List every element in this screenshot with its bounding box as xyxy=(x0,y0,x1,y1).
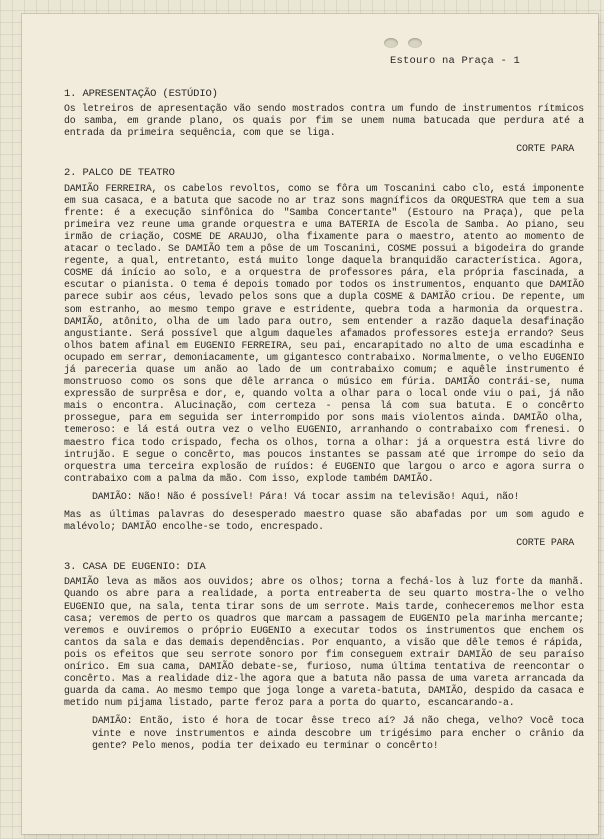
script-body xyxy=(64,88,584,764)
section-casa-de-eugenio xyxy=(64,561,584,751)
section-paragraph: Os letreiros de apresentação vão sendo mostrados contra um fundo de instrumentos rítmicos do samba, em grande plano, os quais por fim se unem numa batucada que perdura até a entrada da primeira sequência, com que se liga. xyxy=(64,103,584,139)
cut-direction: CORTE PARA xyxy=(516,537,574,549)
dialog-line: DAMIÃO: Então, isto é hora de tocar êsse treco aí? Já não chega, velho? Você toca vinte e nove instrumentos e ainda descobre um trigésimo para encher o crânio da gente? Pelo menos, podia ter deixado eu terminar o concêrto! xyxy=(92,715,584,751)
dialog-line: DAMIÃO: Não! Não é possível! Pára! Vá tocar assim na televisão! Aqui, não! xyxy=(92,490,520,502)
page-header: Estouro na Praça - 1 xyxy=(390,55,521,67)
section-title: 2. PALCO DE TEATRO xyxy=(64,167,175,180)
section-paragraph: Mas as últimas palavras do desesperado maestro quase são abafadas por um som agudo e malévolo; DAMIÃO encolhe-se todo, encrespado. xyxy=(64,509,584,533)
section-title: 3. CASA DE EUGENIO: DIA xyxy=(64,561,206,574)
punch-hole-icon xyxy=(384,38,398,48)
cut-direction: CORTE PARA xyxy=(516,143,574,155)
section-paragraph: DAMIÃO FERREIRA, os cabelos revoltos, como se fôra um Toscanini cabo clo, está imponente em sua casaca, e a batuta que sacode no ar traz sons magníficos da ORQUESTRA que tem a sua frente: é a execução sinfônica do "Samba Concertante" (Estouro na Praça), que pela primeira vez reune uma grande orquestra e uma BATERIA de Escola de Samba. Ao piano, seu irmão de criação, COSME DE ARAUJO, olha fixamente para o maestro, atento ao momento de atacar o teclado. Se DAMIÃO tem a pôse de um Toscanini, COSME possui a bigodeira do grande regente, a qual, entretanto, está muito longe daquela branquidão característica. Agora, COSME dá início ao solo, e a orquestra de professores pára, ela própria fascinada, a escutar o pianista. O tema é depois tomado por todos os instrumentos, enquanto que DAMIÃO parece subir aos céus, levado pelos sons que a dupla COSME & DAMIÃO criou. De repente, um som estranho, ao mesmo tempo grave e estridente, quebra toda a harmonia da orquestra. DAMIÃO, atônito, olha de um lado para outro, sem entender a razão daquela desafinação angustiante. Será possível que algum daqueles afamados professores esteja errando? Seus olhos batem afinal em EUGENIO FERREIRA, seu pai, encarapitado no alto de uma escadinha e ocupado em serrar, demoniacamente, um gigantesco contrabaixo. Normalmente, o velho EUGENIO já pareceria quase um anão ao lado de um contrabaixo comum; e aquêle instrumento é monstruoso como os sons que dêle arranca o músico em fúria. DAMIÃO contrái-se, numa expressão de surprêsa e dor, e, quando volta a olhar para o local onde viu o pai, já não mais o encontra. Alucinação, com certeza - pensa lá com sua batuta. E o concêrto prossegue, para em seguida ser interrompido por sons mais violentos ainda. DAMIÃO olha, temeroso: e lá está outra vez o velho EUGENIO, arranhando o contrabaixo com frenesi. O maestro fica todo crispado, fecha os olhos, torna a olhar: já a orquestra está livre do intrujão. E segue o concêrto, mas poucos instantes se passam até que irrompe do seio da orquestra uma terceira explosão de ruídos: é EUGENIO que largou o arco e agora surra o contrabaixo com a palma da mão. Com isso, explode também DAMIÃO. xyxy=(64,182,584,484)
section-title: 1. APRESENTAÇÃO (ESTÚDIO) xyxy=(64,88,218,100)
punch-hole-icon xyxy=(408,38,422,48)
section-paragraph: DAMIÃO leva as mãos aos ouvidos; abre os olhos; torna a fechá-los à luz forte da manhã. Quando os abre para a realidade, a porta entreaberta de seu quarto mostra-lhe o velho EUGENIO que, na sala, tenta tirar sons de um serrote. Mais tarde, conheceremos melhor esta casa; veremos de perto os quadros que marcam a passagem de EUGENIO pela marinha mercante; veremos e ouviremos o próprio EUGENIO a executar todos os instrumentos que enchem os cantos da sala e das demais dependências. Por enquanto, a visão que dêle temos é rápida, pois os efeitos que seu serrote sonoro por fim conseguem extrair DAMIÃO de seu paraíso onírico. Em sua cama, DAMIÃO debate-se, furioso, numa última tentativa de reencontar o concêrto. Mas a realidade diz-lhe agora que a batuta não passa de uma vareta arrancada da guarda da cama. Ao mesmo tempo que joga longe a vareta-batuta, DAMIÃO, despido da casaca e metido num pijama listado, parte feroz para a porta do quarto, escancarando-a. xyxy=(64,576,584,709)
section-apresentacao xyxy=(64,88,584,155)
section-palco-de-teatro xyxy=(64,167,584,549)
